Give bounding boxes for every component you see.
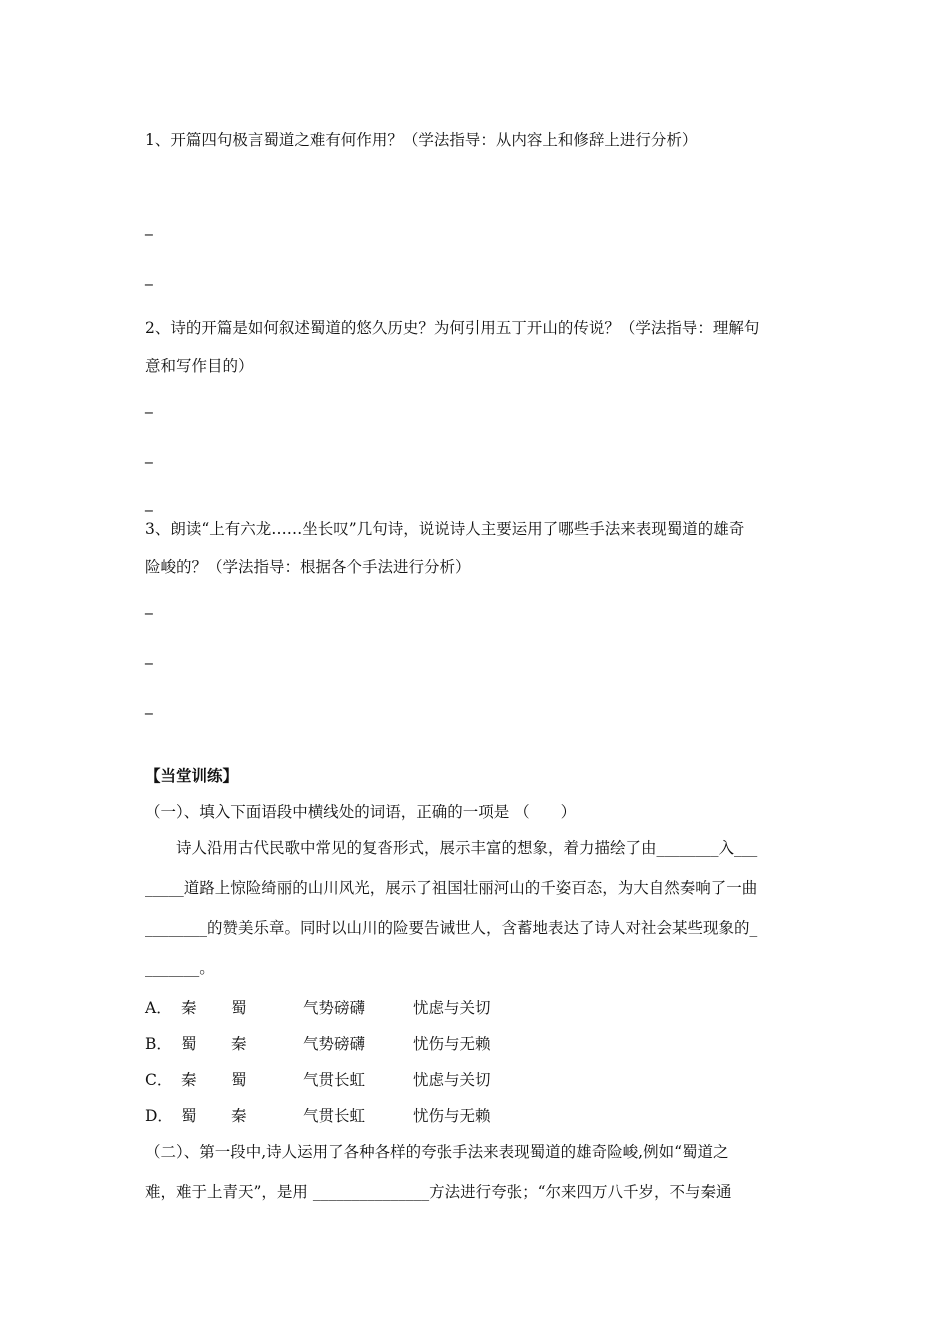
- question-1: 1、开篇四句极言蜀道之难有何作用？（学法指导：从内容上和修辞上进行分析）: [145, 131, 698, 149]
- option-d: [145, 1104, 523, 1126]
- exercise-1-paragraph-line-4: _______。: [145, 959, 215, 977]
- answer-blank: _: [145, 697, 153, 715]
- question-2-line-1: 2、诗的开篇是如何叙述蜀道的悠久历史？为何引用五丁开山的传说？（学法指导：理解句: [145, 319, 760, 337]
- exercise-1-title: （一）、填入下面语段中横线处的词语，正确的一项是 （ ）: [145, 803, 577, 821]
- option-letter: C．: [145, 1071, 173, 1089]
- question-2-line-2: 意和写作目的）: [145, 357, 254, 375]
- option-letter: B．: [145, 1035, 172, 1053]
- option-word: 秦: [231, 1035, 247, 1053]
- exercise-1-paragraph-line-1: 诗人沿用古代民歌中常见的复沓形式，展示丰富的想象，着力描绘了由________入___: [145, 839, 758, 857]
- section-heading: 【当堂训练】: [145, 766, 239, 785]
- exercise-2-line-2: 难，难于上青天”，是用 _______________方法进行夸张；“尔来四万八千岁，不与秦通: [145, 1183, 732, 1201]
- answer-blank: _: [145, 494, 153, 512]
- answer-blank: _: [145, 396, 153, 414]
- exercise-2-line-1: （二）、第一段中,诗人运用了各种各样的夸张手法来表现蜀道的雄奇险峻,例如“蜀道之: [145, 1143, 729, 1161]
- answer-blank: _: [145, 218, 153, 236]
- option-word: 蜀: [181, 1035, 197, 1053]
- option-word: 忧伤与无赖: [413, 1107, 491, 1125]
- option-letter: A．: [145, 999, 172, 1017]
- exercise-1-paragraph-line-3: ________的赞美乐章。同时以山川的险要告诫世人，含蓄地表达了诗人对社会某些现象的_: [145, 919, 758, 937]
- answer-blank: _: [145, 597, 153, 615]
- option-word: 气贯长虹: [303, 1107, 366, 1125]
- answer-blank: _: [145, 268, 153, 286]
- option-word: 气势磅礴: [303, 1035, 366, 1053]
- option-word: 气贯长虹: [303, 1071, 366, 1089]
- option-word: 蜀: [181, 1107, 197, 1125]
- exercise-1-paragraph-line-2: _____道路上惊险绮丽的山川风光，展示了祖国壮丽河山的千姿百态，为大自然奏响了一曲: [145, 879, 758, 897]
- option-word: 蜀: [231, 1071, 247, 1089]
- question-3-line-2: 险峻的？（学法指导：根据各个手法进行分析）: [145, 558, 471, 576]
- option-word: 秦: [181, 999, 197, 1017]
- option-b: [145, 1032, 523, 1054]
- option-c: [145, 1068, 523, 1090]
- option-a: [145, 996, 523, 1018]
- option-word: 忧伤与无赖: [413, 1035, 491, 1053]
- question-3-line-1: 3、朗读“上有六龙……坐长叹”几句诗，说说诗人主要运用了哪些手法来表现蜀道的雄奇: [145, 520, 745, 538]
- answer-blank: _: [145, 446, 153, 464]
- answer-blank: _: [145, 647, 153, 665]
- option-word: 蜀: [231, 999, 247, 1017]
- option-letter: D．: [145, 1107, 173, 1125]
- option-word: 秦: [181, 1071, 197, 1089]
- option-word: 气势磅礴: [303, 999, 366, 1017]
- option-word: 忧虑与关切: [413, 999, 491, 1017]
- option-word: 秦: [231, 1107, 247, 1125]
- option-word: 忧虑与关切: [413, 1071, 491, 1089]
